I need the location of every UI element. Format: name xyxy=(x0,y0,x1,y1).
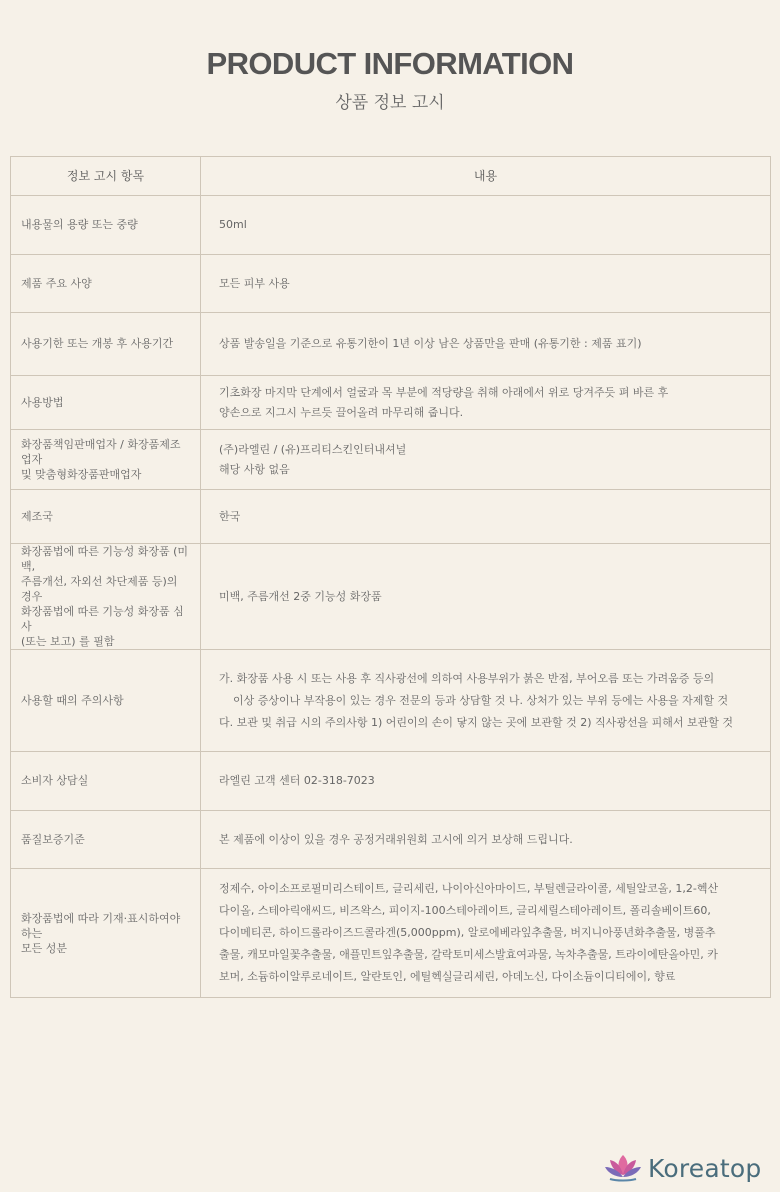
row-value-line: 상품 발송일을 기준으로 유통기한이 1년 이상 남은 상품만을 판매 (유통기한 : 제품 표기) xyxy=(219,337,642,350)
row-value xyxy=(201,544,771,650)
row-value-line: 미백, 주름개선 2중 기능성 화장품 xyxy=(219,589,382,603)
row-label xyxy=(11,544,201,650)
column-header-content: 내용 xyxy=(201,157,771,196)
row-value-line: 본 제품에 이상이 있을 경우 공정거래위원회 고시에 의거 보상해 드립니다. xyxy=(219,832,573,846)
row-value xyxy=(201,811,771,869)
page-subtitle: 상품 정보 고시 xyxy=(335,93,445,113)
row-value-line: 모든 피부 사용 xyxy=(219,276,290,290)
row-label-line: 화장품법에 따라 기재·표시하여야 하는 xyxy=(21,911,181,940)
row-label-line: 화장품법에 따른 기능성 화장품 (미백, xyxy=(21,545,189,573)
row-label-line: (또는 보고) 를 필함 xyxy=(21,635,115,648)
row-value-line: 가. 화장품 사용 시 또는 사용 후 직사광선에 의하여 사용부위가 붉은 반점, 부어오름 또는 가려움증 등의 xyxy=(219,671,715,685)
row-value xyxy=(201,255,771,313)
brand-logo xyxy=(604,1151,761,1185)
row-value-line: 다이올, 스테아릭애씨드, 비즈왁스, 피이지-100스테아레이트, 글리세릴스테아레이트, 폴리솔베이트60, xyxy=(219,904,711,917)
table-row xyxy=(11,650,771,752)
row-label-line: 내용물의 용량 또는 중량 xyxy=(21,218,138,231)
table-row xyxy=(11,196,771,255)
row-label-line: 소비자 상담실 xyxy=(21,774,89,787)
table-row xyxy=(11,490,771,544)
row-value xyxy=(201,313,771,376)
product-info-table xyxy=(10,156,771,998)
lotus-icon xyxy=(604,1153,642,1183)
row-label-line: 화장품책임판매업자 / 화장품제조업자 xyxy=(21,438,181,466)
row-label xyxy=(11,650,201,752)
row-label xyxy=(11,430,201,490)
row-value xyxy=(201,376,771,430)
row-value-line: 양손으로 지그시 누르듯 끌어올려 마무리해 줍니다. xyxy=(219,405,464,419)
table-row xyxy=(11,544,771,650)
row-label xyxy=(11,490,201,544)
row-label-line: 사용방법 xyxy=(21,395,64,409)
brand-name: Koreatop xyxy=(648,1153,762,1183)
table-row xyxy=(11,255,771,313)
row-value-line: 정제수, 아이소프로필미리스테이트, 글리세린, 나이아신아마이드, 부틸렌글라이콜, 세틸알코올, 1,2-헥산 xyxy=(219,882,719,895)
row-label xyxy=(11,869,201,998)
row-value xyxy=(201,430,771,490)
row-label xyxy=(11,196,201,255)
row-value xyxy=(201,752,771,811)
table-row xyxy=(11,752,771,811)
table-row xyxy=(11,376,771,430)
row-value-line: 해당 사항 없음 xyxy=(219,462,290,476)
row-value-line: (주)라엘린 / (유)프리티스킨인터내셔널 xyxy=(219,442,407,456)
row-value-line: 한국 xyxy=(219,509,241,523)
table-row xyxy=(11,869,771,998)
table-row xyxy=(11,811,771,869)
row-label-line: 제조국 xyxy=(21,509,53,523)
row-value-line: 이상 증상이나 부작용이 있는 경우 전문의 등과 상담할 것 나. 상처가 있는 부위 등에는 사용을 자제할 것 xyxy=(219,693,729,707)
row-label-line: 사용기한 또는 개봉 후 사용기간 xyxy=(21,337,174,350)
row-label-line: 제품 주요 사양 xyxy=(21,276,92,290)
row-label-line: 품질보증기준 xyxy=(21,832,85,846)
row-label-line: 모든 성분 xyxy=(21,941,68,955)
row-label-line: 사용할 때의 주의사항 xyxy=(21,693,124,707)
row-value xyxy=(201,869,771,998)
row-value-line: 라엘린 고객 센터 02-318-7023 xyxy=(219,774,375,787)
row-value-line: 다. 보관 및 취급 시의 주의사항 1) 어린이의 손이 닿지 않는 곳에 보관할 것 2) 직사광선을 피해서 보관할 것 xyxy=(219,715,734,729)
row-value xyxy=(201,650,771,752)
row-value-line: 기초화장 마지막 단계에서 얼굴과 목 부분에 적당량을 취해 아래에서 위로 당겨주듯 펴 바른 후 xyxy=(219,385,669,399)
row-value xyxy=(201,490,771,544)
table-header-row xyxy=(11,157,771,196)
column-header-item: 정보 고시 항목 xyxy=(11,157,201,196)
row-label xyxy=(11,376,201,430)
row-label-line: 화장품법에 따른 기능성 화장품 심사 xyxy=(21,605,184,633)
row-value-line: 다이메티콘, 하이드롤라이즈드콜라겐(5,000ppm), 알로에베라잎추출물, 버지니아풍년화추출물, 병풀추 xyxy=(219,926,716,939)
row-label xyxy=(11,313,201,376)
row-label-line: 및 맞춤형화장품판매업자 xyxy=(21,468,142,481)
row-value-line: 출물, 캐모마일꽃추출물, 애플민트잎추출물, 갈락토미세스발효여과물, 녹차추출물, 트라이에탄올아민, 카 xyxy=(219,948,718,961)
row-label xyxy=(11,752,201,811)
row-value-line: 보머, 소듐하이알루로네이트, 알란토인, 에틸헥실글리세린, 아데노신, 다이소듐이디티에이, 향료 xyxy=(219,970,676,983)
page-title: PRODUCT INFORMATION xyxy=(206,46,574,81)
page-heading xyxy=(0,46,780,114)
row-value xyxy=(201,196,771,255)
row-label-line: 주름개선, 자외선 차단제품 등)의 경우 xyxy=(21,575,178,603)
row-label xyxy=(11,255,201,313)
table-row xyxy=(11,430,771,490)
row-value-line: 50ml xyxy=(219,218,247,231)
row-label xyxy=(11,811,201,869)
table-row xyxy=(11,313,771,376)
